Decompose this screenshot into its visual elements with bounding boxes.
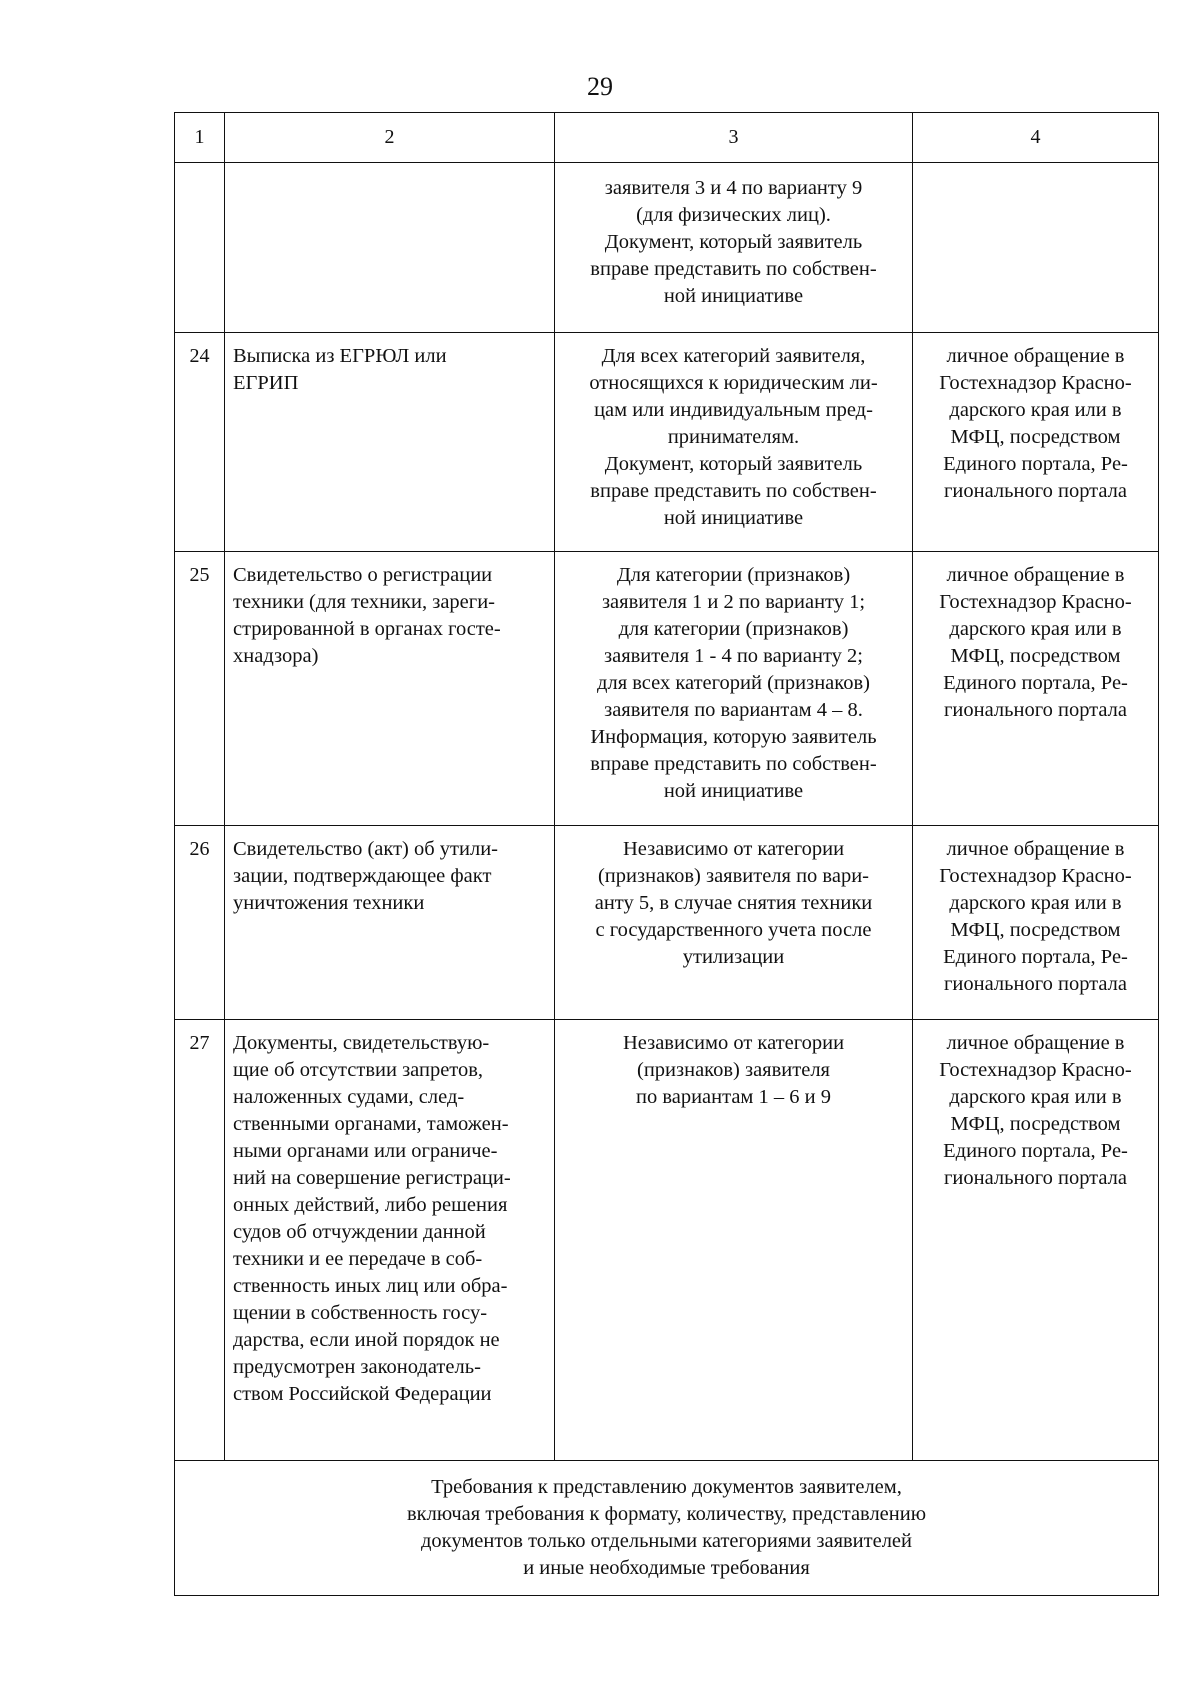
method-line: гионального портала — [944, 699, 1127, 721]
method-line: МФЦ, посредством — [950, 426, 1121, 448]
method-line: личное обращение в — [946, 1032, 1125, 1054]
document-name-line: Выписка из ЕГРЮЛ или — [233, 345, 447, 367]
basis-line: заявителя 1 и 2 по варианту 1; — [601, 591, 866, 613]
basis-line: Для категории (признаков) — [616, 564, 851, 586]
document-name-line: ством Российской Федерации — [233, 1383, 492, 1405]
basis-cell — [555, 333, 913, 552]
basis-line: относящихся к юридическим ли- — [589, 372, 878, 394]
section-heading-cell — [175, 1461, 1159, 1596]
basis-line: анту 5, в случае снятия техники — [594, 892, 873, 914]
method-line: Гостехнадзор Красно- — [939, 372, 1132, 394]
basis-line: (признаков) заявителя по вари- — [597, 865, 869, 887]
page-number: 29 — [587, 72, 613, 101]
method-cell — [913, 552, 1159, 826]
method-line: гионального портала — [944, 1167, 1127, 1189]
document-name-line: дарства, если иной порядок не — [233, 1329, 500, 1351]
table-row — [175, 333, 1159, 552]
basis-line: вправе представить по собствен- — [590, 480, 877, 502]
document-name-line: судов об отчуждении данной — [233, 1221, 486, 1243]
document-name-line: щие об отсутствии запретов, — [233, 1059, 484, 1081]
method-line: МФЦ, посредством — [950, 919, 1121, 941]
column-header-1: 1 — [175, 113, 225, 163]
basis-line: Независимо от категории — [622, 838, 845, 860]
basis-cell — [555, 163, 913, 333]
section-heading-line: документов только отдельными категориями заявителей — [420, 1530, 913, 1552]
document-name-line: щении в собственность госу- — [233, 1302, 488, 1324]
table-header-row — [175, 113, 1159, 163]
table-section-heading-row — [175, 1461, 1159, 1596]
method-line: дарского края или в — [949, 1086, 1122, 1108]
basis-line: Для всех категорий заявителя, — [601, 345, 866, 367]
method-line: гионального портала — [944, 973, 1127, 995]
document-name-line: ЕГРИП — [233, 372, 299, 394]
basis-line: (для физических лиц). — [636, 204, 831, 226]
basis-line: Информация, которую заявитель — [590, 726, 877, 748]
basis-line: заявителя 3 и 4 по варианту 9 — [604, 177, 863, 199]
basis-line: ной инициативе — [663, 285, 804, 307]
method-line: личное обращение в — [946, 564, 1125, 586]
basis-line: утилизации — [682, 946, 785, 968]
method-cell — [913, 163, 1159, 333]
document-name-cell — [225, 552, 555, 826]
basis-line: цам или индивидуальным пред- — [594, 399, 873, 421]
basis-line: заявителя по вариантам 4 – 8. — [604, 699, 863, 721]
method-line: Гостехнадзор Красно- — [939, 1059, 1132, 1081]
column-header-2: 2 — [225, 113, 555, 163]
basis-line: по вариантам 1 – 6 и 9 — [635, 1086, 832, 1108]
documents-table — [174, 112, 1159, 1596]
basis-line: Независимо от категории — [622, 1032, 845, 1054]
document-name-cell — [225, 826, 555, 1020]
row-number: 26 — [175, 826, 225, 1020]
document-name-line: Свидетельство о регистрации — [233, 564, 493, 586]
document-name-cell — [225, 333, 555, 552]
basis-line: вправе представить по собствен- — [590, 753, 877, 775]
section-heading-line: включая требования к формату, количеству, представлению — [406, 1503, 927, 1525]
method-line: Гостехнадзор Красно- — [939, 591, 1132, 613]
basis-line: заявителя 1 - 4 по варианту 2; — [604, 645, 863, 667]
method-line: Единого портала, Ре- — [943, 1140, 1128, 1162]
table-row-continuation — [175, 163, 1159, 333]
method-line: МФЦ, посредством — [950, 1113, 1121, 1135]
basis-cell — [555, 826, 913, 1020]
basis-cell — [555, 1020, 913, 1461]
basis-line: для категории (признаков) — [618, 618, 849, 640]
method-cell — [913, 1020, 1159, 1461]
row-number: 25 — [175, 552, 225, 826]
row-number: 27 — [175, 1020, 225, 1461]
basis-line: вправе представить по собствен- — [590, 258, 877, 280]
section-heading-line: и иные необходимые требования — [523, 1557, 810, 1579]
document-name-line: ственными органами, таможен- — [233, 1113, 509, 1135]
method-line: Единого портала, Ре- — [943, 946, 1128, 968]
basis-line: Документ, который заявитель — [604, 231, 863, 253]
document-name-line: стрированной в органах госте- — [233, 618, 501, 640]
method-line: личное обращение в — [946, 345, 1125, 367]
method-line: Гостехнадзор Красно- — [939, 865, 1132, 887]
document-name-line: техники (для техники, зареги- — [233, 591, 495, 613]
method-cell — [913, 826, 1159, 1020]
document-name-line: Документы, свидетельствую- — [233, 1032, 490, 1054]
column-header-4: 4 — [913, 113, 1159, 163]
document-name-line: Свидетельство (акт) об утили- — [233, 838, 498, 860]
method-line: личное обращение в — [946, 838, 1125, 860]
basis-line: принимателям. — [667, 426, 800, 448]
document-name-line: ний на совершение регистраци- — [233, 1167, 511, 1189]
document-name-cell — [225, 1020, 555, 1461]
method-line: дарского края или в — [949, 399, 1122, 421]
document-name-line: наложенных судами, след- — [233, 1086, 465, 1108]
basis-line: (признаков) заявителя — [637, 1059, 830, 1081]
column-header-3: 3 — [555, 113, 913, 163]
method-line: Единого портала, Ре- — [943, 672, 1128, 694]
document-name-line: хнадзора) — [233, 645, 319, 667]
method-line: гионального портала — [944, 480, 1127, 502]
table-row — [175, 552, 1159, 826]
row-number: 24 — [175, 333, 225, 552]
basis-line: ной инициативе — [663, 780, 804, 802]
basis-line: для всех категорий (признаков) — [597, 672, 870, 694]
document-name-line: зации, подтверждающее факт — [233, 865, 492, 887]
basis-line: с государственного учета после — [595, 919, 872, 941]
basis-line: Документ, который заявитель — [604, 453, 863, 475]
method-line: дарского края или в — [949, 618, 1122, 640]
document-name-cell — [225, 163, 555, 333]
basis-cell — [555, 552, 913, 826]
table-row — [175, 1020, 1159, 1461]
section-heading-line: Требования к представлению документов заявителем, — [431, 1476, 902, 1498]
table-row — [175, 826, 1159, 1020]
row-number-cell — [175, 163, 225, 333]
document-name-line: предусмотрен законодатель- — [233, 1356, 481, 1378]
document-name-line: ственность иных лиц или обра- — [233, 1275, 508, 1297]
method-line: МФЦ, посредством — [950, 645, 1121, 667]
document-name-line: ными органами или ограниче- — [233, 1140, 498, 1162]
method-line: дарского края или в — [949, 892, 1122, 914]
document-name-line: техники и ее передаче в соб- — [233, 1248, 483, 1270]
document-name-line: уничтожения техники — [233, 892, 425, 914]
document-name-line: онных действий, либо решения — [233, 1194, 508, 1216]
method-cell — [913, 333, 1159, 552]
method-line: Единого портала, Ре- — [943, 453, 1128, 475]
basis-line: ной инициативе — [663, 507, 804, 529]
